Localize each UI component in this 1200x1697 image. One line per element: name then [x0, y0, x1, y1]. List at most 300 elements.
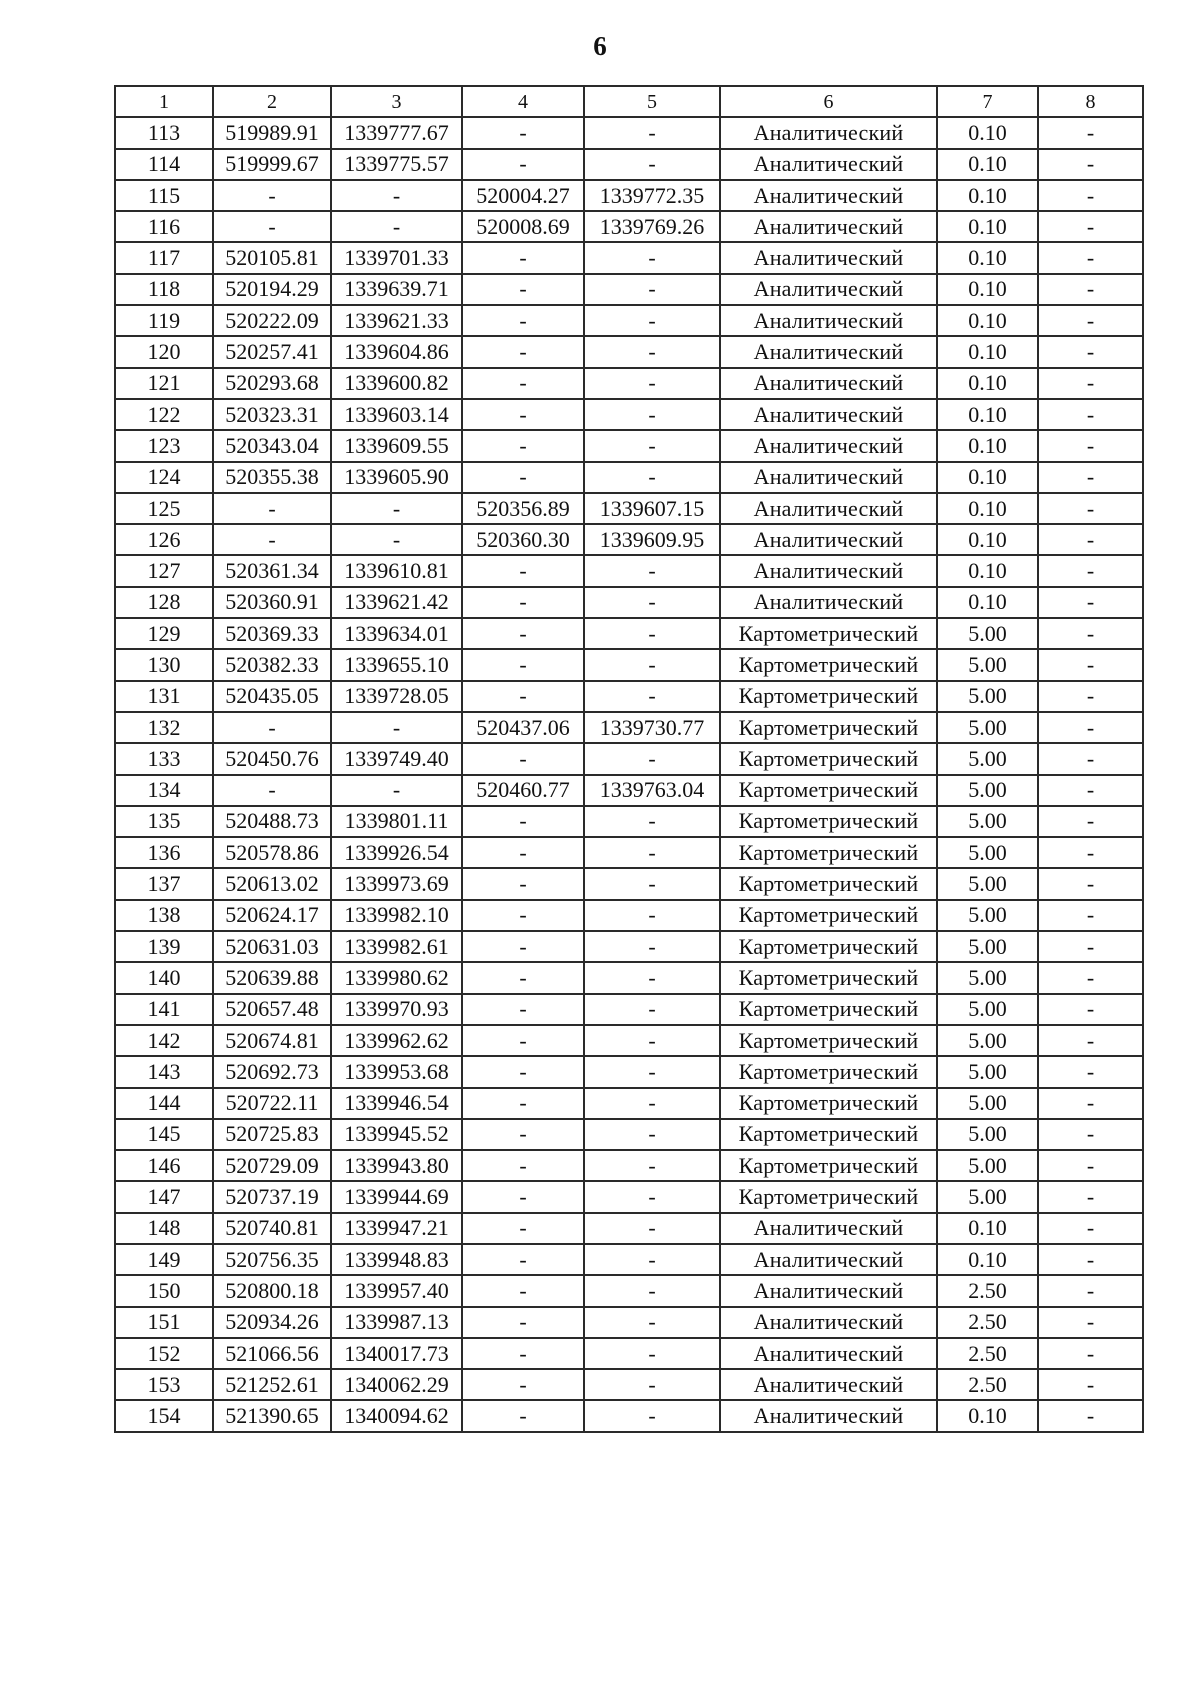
note-cell: - [1038, 493, 1143, 524]
point-number-cell: 152 [115, 1338, 213, 1369]
x-new-cell: - [462, 900, 584, 931]
x-new-cell: - [462, 1213, 584, 1244]
note-cell: - [1038, 180, 1143, 211]
y-coordinate-cell: 1339973.69 [331, 868, 462, 899]
x-coordinate-cell: 520355.38 [213, 462, 331, 493]
table-row [115, 931, 1143, 962]
method-cell: Аналитический [720, 587, 937, 618]
y-coordinate-cell: 1339605.90 [331, 462, 462, 493]
method-cell: Картометрический [720, 1150, 937, 1181]
note-cell: - [1038, 994, 1143, 1025]
accuracy-cell: 0.10 [937, 336, 1038, 367]
method-cell: Аналитический [720, 274, 937, 305]
y-new-cell: 1339730.77 [584, 712, 720, 743]
y-new-cell: 1339769.26 [584, 211, 720, 242]
x-coordinate-cell: 520737.19 [213, 1181, 331, 1212]
x-coordinate-cell: 520740.81 [213, 1213, 331, 1244]
y-new-cell: - [584, 1275, 720, 1306]
y-coordinate-cell: 1339987.13 [331, 1307, 462, 1338]
column-header: 8 [1038, 86, 1143, 117]
table-row [115, 1369, 1143, 1400]
method-cell: Картометрический [720, 994, 937, 1025]
y-coordinate-cell: 1339982.10 [331, 900, 462, 931]
x-coordinate-cell: 520624.17 [213, 900, 331, 931]
x-coordinate-cell: 520488.73 [213, 806, 331, 837]
column-header: 2 [213, 86, 331, 117]
y-new-cell: - [584, 1056, 720, 1087]
table-row [115, 274, 1143, 305]
point-number-cell: 146 [115, 1150, 213, 1181]
accuracy-cell: 0.10 [937, 117, 1038, 148]
note-cell: - [1038, 712, 1143, 743]
accuracy-cell: 5.00 [937, 743, 1038, 774]
y-new-cell: - [584, 1088, 720, 1119]
point-number-cell: 126 [115, 524, 213, 555]
method-cell: Аналитический [720, 399, 937, 430]
x-new-cell: - [462, 368, 584, 399]
x-new-cell: - [462, 1025, 584, 1056]
x-coordinate-cell: 520382.33 [213, 649, 331, 680]
point-number-cell: 141 [115, 994, 213, 1025]
x-new-cell: - [462, 1369, 584, 1400]
y-coordinate-cell: 1339801.11 [331, 806, 462, 837]
table-header-row [115, 86, 1143, 117]
y-new-cell: - [584, 994, 720, 1025]
x-new-cell: 520004.27 [462, 180, 584, 211]
y-coordinate-cell: - [331, 712, 462, 743]
x-new-cell: - [462, 430, 584, 461]
y-coordinate-cell: 1339603.14 [331, 399, 462, 430]
table-row [115, 430, 1143, 461]
point-number-cell: 138 [115, 900, 213, 931]
y-coordinate-cell: 1339655.10 [331, 649, 462, 680]
x-new-cell: - [462, 1338, 584, 1369]
method-cell: Аналитический [720, 1244, 937, 1275]
table-row [115, 618, 1143, 649]
y-coordinate-cell: 1339944.69 [331, 1181, 462, 1212]
y-new-cell: - [584, 1369, 720, 1400]
x-coordinate-cell: - [213, 775, 331, 806]
table-row [115, 555, 1143, 586]
method-cell: Картометрический [720, 712, 937, 743]
y-coordinate-cell: 1339728.05 [331, 681, 462, 712]
point-number-cell: 121 [115, 368, 213, 399]
x-new-cell: - [462, 587, 584, 618]
table-row [115, 180, 1143, 211]
accuracy-cell: 0.10 [937, 1213, 1038, 1244]
point-number-cell: 120 [115, 336, 213, 367]
y-new-cell: - [584, 1119, 720, 1150]
table-row [115, 1088, 1143, 1119]
y-coordinate-cell: - [331, 775, 462, 806]
y-new-cell: - [584, 1307, 720, 1338]
method-cell: Картометрический [720, 900, 937, 931]
x-new-cell: - [462, 555, 584, 586]
x-coordinate-cell: - [213, 211, 331, 242]
note-cell: - [1038, 649, 1143, 680]
x-new-cell: - [462, 743, 584, 774]
point-number-cell: 149 [115, 1244, 213, 1275]
table-row [115, 368, 1143, 399]
note-cell: - [1038, 587, 1143, 618]
table-row [115, 1150, 1143, 1181]
x-new-cell: 520437.06 [462, 712, 584, 743]
x-coordinate-cell: 520435.05 [213, 681, 331, 712]
table-row [115, 681, 1143, 712]
y-new-cell: - [584, 368, 720, 399]
point-number-cell: 151 [115, 1307, 213, 1338]
note-cell: - [1038, 806, 1143, 837]
note-cell: - [1038, 1400, 1143, 1431]
y-new-cell: - [584, 274, 720, 305]
y-new-cell: 1339609.95 [584, 524, 720, 555]
x-coordinate-cell: 520369.33 [213, 618, 331, 649]
accuracy-cell: 5.00 [937, 649, 1038, 680]
x-coordinate-cell: 520194.29 [213, 274, 331, 305]
method-cell: Аналитический [720, 1213, 937, 1244]
y-coordinate-cell: 1339945.52 [331, 1119, 462, 1150]
note-cell: - [1038, 962, 1143, 993]
y-coordinate-cell: 1339749.40 [331, 743, 462, 774]
method-cell: Аналитический [720, 1307, 937, 1338]
note-cell: - [1038, 681, 1143, 712]
point-number-cell: 132 [115, 712, 213, 743]
note-cell: - [1038, 117, 1143, 148]
table-row [115, 1025, 1143, 1056]
accuracy-cell: 5.00 [937, 1150, 1038, 1181]
accuracy-cell: 5.00 [937, 1025, 1038, 1056]
y-coordinate-cell: 1339953.68 [331, 1056, 462, 1087]
accuracy-cell: 5.00 [937, 775, 1038, 806]
table-row [115, 587, 1143, 618]
x-new-cell: 520008.69 [462, 211, 584, 242]
point-number-cell: 154 [115, 1400, 213, 1431]
x-coordinate-cell: 521252.61 [213, 1369, 331, 1400]
y-coordinate-cell: 1339639.71 [331, 274, 462, 305]
method-cell: Картометрический [720, 1056, 937, 1087]
x-new-cell: - [462, 117, 584, 148]
x-coordinate-cell: 520360.91 [213, 587, 331, 618]
x-new-cell: - [462, 868, 584, 899]
y-new-cell: 1339763.04 [584, 775, 720, 806]
note-cell: - [1038, 1338, 1143, 1369]
accuracy-cell: 5.00 [937, 1181, 1038, 1212]
method-cell: Аналитический [720, 336, 937, 367]
note-cell: - [1038, 1307, 1143, 1338]
table-row [115, 900, 1143, 931]
accuracy-cell: 5.00 [937, 931, 1038, 962]
y-coordinate-cell: 1339775.57 [331, 149, 462, 180]
accuracy-cell: 5.00 [937, 1088, 1038, 1119]
y-coordinate-cell: 1339962.62 [331, 1025, 462, 1056]
accuracy-cell: 5.00 [937, 806, 1038, 837]
point-number-cell: 115 [115, 180, 213, 211]
y-new-cell: - [584, 336, 720, 367]
table-row [115, 1119, 1143, 1150]
accuracy-cell: 5.00 [937, 962, 1038, 993]
note-cell: - [1038, 274, 1143, 305]
accuracy-cell: 0.10 [937, 430, 1038, 461]
y-new-cell: - [584, 837, 720, 868]
point-number-cell: 127 [115, 555, 213, 586]
accuracy-cell: 5.00 [937, 994, 1038, 1025]
table-row [115, 806, 1143, 837]
x-coordinate-cell: 520756.35 [213, 1244, 331, 1275]
table-row [115, 1307, 1143, 1338]
note-cell: - [1038, 1150, 1143, 1181]
x-new-cell: - [462, 806, 584, 837]
accuracy-cell: 0.10 [937, 211, 1038, 242]
x-new-cell: - [462, 1400, 584, 1431]
x-new-cell: 520360.30 [462, 524, 584, 555]
table-row [115, 462, 1143, 493]
x-coordinate-cell: 520578.86 [213, 837, 331, 868]
note-cell: - [1038, 618, 1143, 649]
y-new-cell: - [584, 305, 720, 336]
accuracy-cell: 0.10 [937, 555, 1038, 586]
x-new-cell: - [462, 837, 584, 868]
y-new-cell: - [584, 462, 720, 493]
y-new-cell: - [584, 242, 720, 273]
x-coordinate-cell: 520343.04 [213, 430, 331, 461]
table-row [115, 242, 1143, 273]
y-coordinate-cell: 1339980.62 [331, 962, 462, 993]
y-new-cell: - [584, 555, 720, 586]
method-cell: Аналитический [720, 117, 937, 148]
point-number-cell: 122 [115, 399, 213, 430]
method-cell: Аналитический [720, 1275, 937, 1306]
y-coordinate-cell: 1339947.21 [331, 1213, 462, 1244]
accuracy-cell: 5.00 [937, 837, 1038, 868]
accuracy-cell: 0.10 [937, 399, 1038, 430]
note-cell: - [1038, 1369, 1143, 1400]
x-new-cell: - [462, 1056, 584, 1087]
table-row [115, 524, 1143, 555]
table-row [115, 868, 1143, 899]
x-new-cell: - [462, 336, 584, 367]
method-cell: Картометрический [720, 649, 937, 680]
accuracy-cell: 0.10 [937, 242, 1038, 273]
x-coordinate-cell: 520934.26 [213, 1307, 331, 1338]
point-number-cell: 116 [115, 211, 213, 242]
method-cell: Аналитический [720, 1400, 937, 1431]
method-cell: Аналитический [720, 430, 937, 461]
y-coordinate-cell: 1339634.01 [331, 618, 462, 649]
table-row [115, 117, 1143, 148]
accuracy-cell: 0.10 [937, 493, 1038, 524]
y-coordinate-cell: - [331, 493, 462, 524]
note-cell: - [1038, 775, 1143, 806]
method-cell: Картометрический [720, 962, 937, 993]
y-coordinate-cell: - [331, 211, 462, 242]
point-number-cell: 136 [115, 837, 213, 868]
point-number-cell: 150 [115, 1275, 213, 1306]
point-number-cell: 117 [115, 242, 213, 273]
note-cell: - [1038, 305, 1143, 336]
table-row [115, 994, 1143, 1025]
x-new-cell: 520460.77 [462, 775, 584, 806]
table-row [115, 1056, 1143, 1087]
method-cell: Картометрический [720, 1119, 937, 1150]
accuracy-cell: 0.10 [937, 462, 1038, 493]
point-number-cell: 114 [115, 149, 213, 180]
y-new-cell: - [584, 1150, 720, 1181]
y-coordinate-cell: 1339943.80 [331, 1150, 462, 1181]
table-row [115, 1244, 1143, 1275]
x-coordinate-cell: 520222.09 [213, 305, 331, 336]
accuracy-cell: 5.00 [937, 681, 1038, 712]
point-number-cell: 139 [115, 931, 213, 962]
column-header: 7 [937, 86, 1038, 117]
x-coordinate-cell: 519989.91 [213, 117, 331, 148]
x-new-cell: - [462, 149, 584, 180]
method-cell: Аналитический [720, 524, 937, 555]
table-row [115, 399, 1143, 430]
table-row [115, 649, 1143, 680]
note-cell: - [1038, 931, 1143, 962]
y-coordinate-cell: 1339621.33 [331, 305, 462, 336]
table-row [115, 211, 1143, 242]
y-new-cell: - [584, 117, 720, 148]
note-cell: - [1038, 149, 1143, 180]
x-coordinate-cell: 520257.41 [213, 336, 331, 367]
point-number-cell: 123 [115, 430, 213, 461]
note-cell: - [1038, 837, 1143, 868]
table-row [115, 336, 1143, 367]
table-row [115, 305, 1143, 336]
accuracy-cell: 5.00 [937, 618, 1038, 649]
y-coordinate-cell: 1339701.33 [331, 242, 462, 273]
note-cell: - [1038, 211, 1143, 242]
method-cell: Картометрический [720, 1088, 937, 1119]
accuracy-cell: 2.50 [937, 1307, 1038, 1338]
y-new-cell: - [584, 743, 720, 774]
point-number-cell: 130 [115, 649, 213, 680]
table-row [115, 149, 1143, 180]
method-cell: Аналитический [720, 1369, 937, 1400]
method-cell: Аналитический [720, 493, 937, 524]
y-coordinate-cell: 1339621.42 [331, 587, 462, 618]
method-cell: Аналитический [720, 211, 937, 242]
y-coordinate-cell: - [331, 524, 462, 555]
point-number-cell: 128 [115, 587, 213, 618]
y-coordinate-cell: 1339982.61 [331, 931, 462, 962]
point-number-cell: 134 [115, 775, 213, 806]
y-coordinate-cell: 1339946.54 [331, 1088, 462, 1119]
table-row [115, 1181, 1143, 1212]
x-new-cell: - [462, 399, 584, 430]
y-new-cell: - [584, 868, 720, 899]
y-coordinate-cell: 1339957.40 [331, 1275, 462, 1306]
method-cell: Аналитический [720, 462, 937, 493]
y-coordinate-cell: - [331, 180, 462, 211]
accuracy-cell: 5.00 [937, 1056, 1038, 1087]
note-cell: - [1038, 1244, 1143, 1275]
y-coordinate-cell: 1339609.55 [331, 430, 462, 461]
y-new-cell: - [584, 1025, 720, 1056]
note-cell: - [1038, 462, 1143, 493]
y-coordinate-cell: 1339600.82 [331, 368, 462, 399]
table-row [115, 962, 1143, 993]
method-cell: Картометрический [720, 618, 937, 649]
y-new-cell: - [584, 399, 720, 430]
point-number-cell: 148 [115, 1213, 213, 1244]
point-number-cell: 140 [115, 962, 213, 993]
x-new-cell: - [462, 1244, 584, 1275]
table-body [115, 117, 1143, 1431]
accuracy-cell: 0.10 [937, 1400, 1038, 1431]
y-new-cell: 1339772.35 [584, 180, 720, 211]
method-cell: Аналитический [720, 305, 937, 336]
method-cell: Аналитический [720, 368, 937, 399]
x-coordinate-cell: 520729.09 [213, 1150, 331, 1181]
x-coordinate-cell: 520725.83 [213, 1119, 331, 1150]
note-cell: - [1038, 1213, 1143, 1244]
x-new-cell: - [462, 681, 584, 712]
x-coordinate-cell: 519999.67 [213, 149, 331, 180]
x-new-cell: - [462, 305, 584, 336]
note-cell: - [1038, 336, 1143, 367]
point-number-cell: 147 [115, 1181, 213, 1212]
method-cell: Картометрический [720, 806, 937, 837]
table-row [115, 1338, 1143, 1369]
x-coordinate-cell: 520613.02 [213, 868, 331, 899]
y-new-cell: 1339607.15 [584, 493, 720, 524]
x-coordinate-cell: - [213, 524, 331, 555]
point-number-cell: 119 [115, 305, 213, 336]
note-cell: - [1038, 900, 1143, 931]
accuracy-cell: 0.10 [937, 587, 1038, 618]
column-header: 3 [331, 86, 462, 117]
y-coordinate-cell: 1339610.81 [331, 555, 462, 586]
page-number: 6 [593, 31, 607, 61]
x-new-cell: - [462, 1119, 584, 1150]
accuracy-cell: 0.10 [937, 274, 1038, 305]
method-cell: Картометрический [720, 681, 937, 712]
y-coordinate-cell: 1340017.73 [331, 1338, 462, 1369]
x-new-cell: - [462, 242, 584, 273]
accuracy-cell: 5.00 [937, 868, 1038, 899]
x-coordinate-cell: 521390.65 [213, 1400, 331, 1431]
method-cell: Аналитический [720, 1338, 937, 1369]
y-new-cell: - [584, 1213, 720, 1244]
x-new-cell: - [462, 618, 584, 649]
table-row [115, 1275, 1143, 1306]
note-cell: - [1038, 743, 1143, 774]
note-cell: - [1038, 868, 1143, 899]
point-number-cell: 137 [115, 868, 213, 899]
accuracy-cell: 0.10 [937, 1244, 1038, 1275]
point-number-cell: 135 [115, 806, 213, 837]
accuracy-cell: 0.10 [937, 305, 1038, 336]
y-coordinate-cell: 1339926.54 [331, 837, 462, 868]
y-new-cell: - [584, 649, 720, 680]
table-row [115, 775, 1143, 806]
table-row [115, 712, 1143, 743]
x-coordinate-cell: 521066.56 [213, 1338, 331, 1369]
y-new-cell: - [584, 1244, 720, 1275]
x-coordinate-cell: 520293.68 [213, 368, 331, 399]
accuracy-cell: 0.10 [937, 149, 1038, 180]
note-cell: - [1038, 430, 1143, 461]
x-new-cell: - [462, 649, 584, 680]
note-cell: - [1038, 1181, 1143, 1212]
point-number-cell: 113 [115, 117, 213, 148]
y-coordinate-cell: 1340062.29 [331, 1369, 462, 1400]
x-coordinate-cell: 520722.11 [213, 1088, 331, 1119]
y-coordinate-cell: 1339948.83 [331, 1244, 462, 1275]
method-cell: Аналитический [720, 180, 937, 211]
